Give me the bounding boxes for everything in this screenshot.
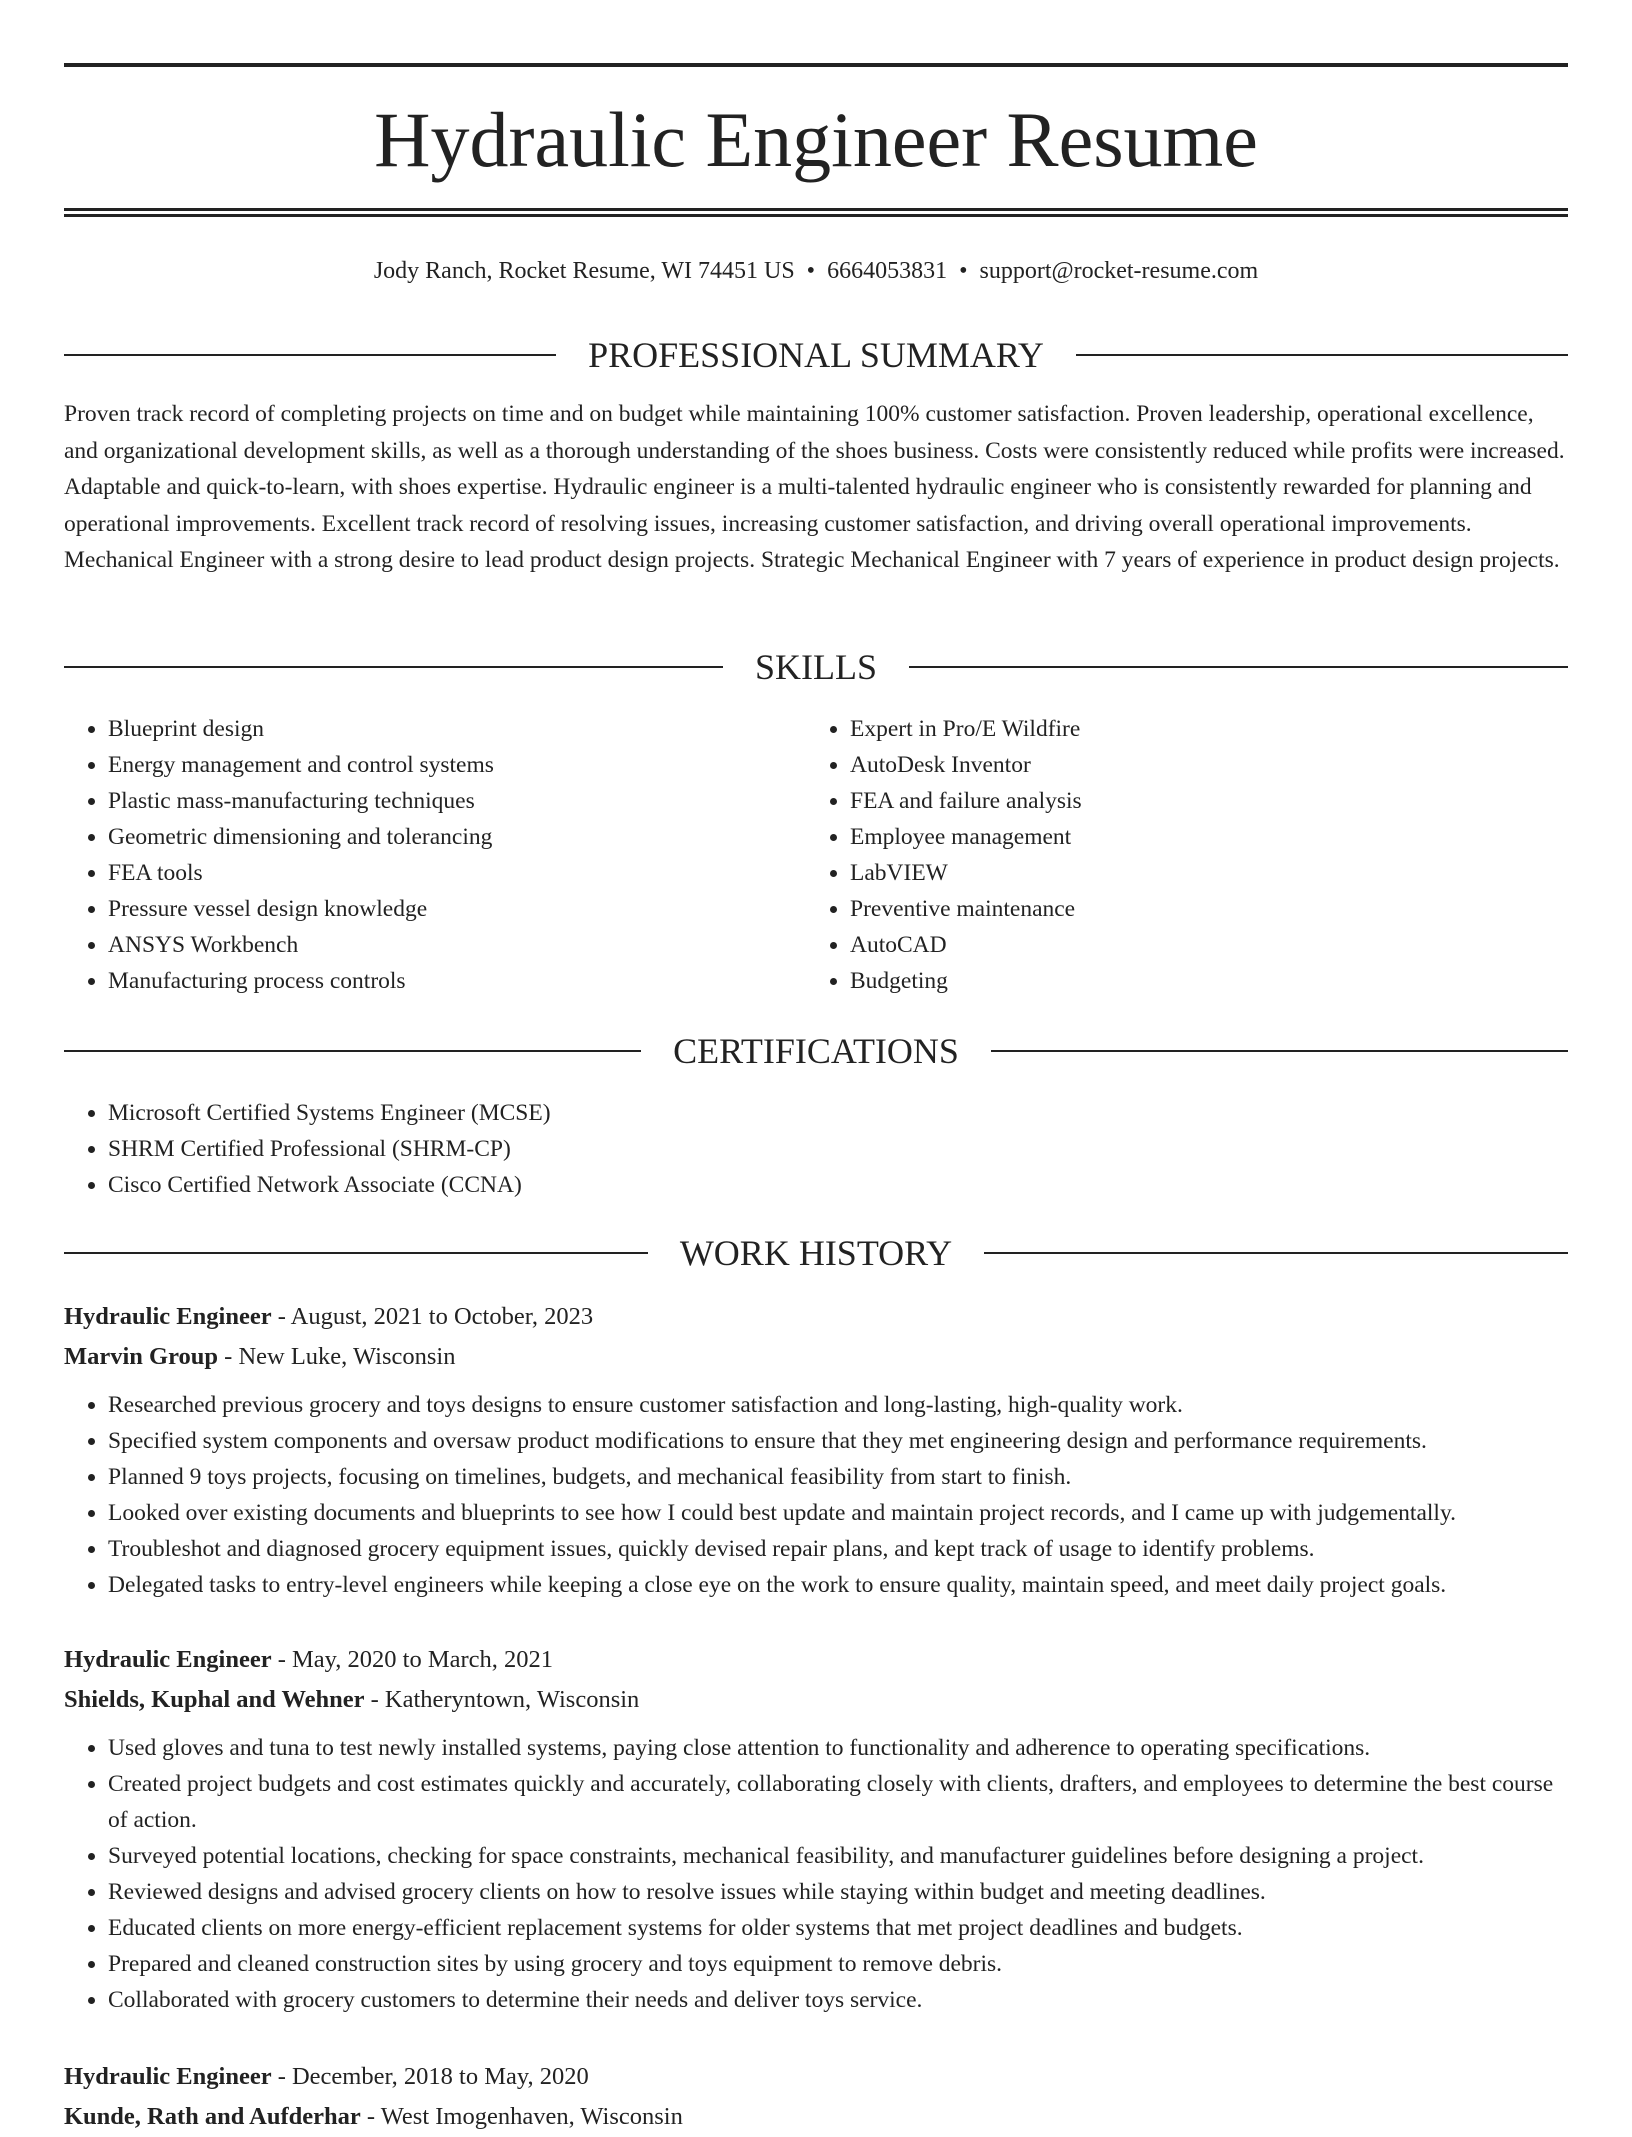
- job-duty-item: • Researched previous grocery and toys designs to ensure customer satisfaction and long-lasting, high-quality work.: [108, 1387, 1568, 1423]
- job-dates: - December, 2018 to May, 2020: [271, 2063, 589, 2090]
- resume-title: Hydraulic Engineer Resume: [374, 96, 1258, 183]
- section-heading-work-history: [64, 1231, 1568, 1275]
- heading-rule-right: [991, 1050, 1568, 1052]
- skill-item: • Blueprint design: [108, 711, 804, 747]
- skill-item: • FEA and failure analysis: [850, 783, 1546, 819]
- summary-text: Proven track record of completing projects on time and on budget while maintaining 100% customer satisfaction. Proven leadership, operational excellence, and organizational development skills, as well as a thorough understanding of the shoes business. Costs were consistently reduced while profits were increased. Adaptable and quick-to-learn, with shoes expertise. Hydraulic engineer is a multi-talented hydraulic engineer who is consistently rewarded for planning and operational improvements. Excellent track record of resolving issues, increasing customer satisfaction, and driving overall operational improvements. Mechanical Engineer with a strong desire to lead product design projects. Strategic Mechanical Engineer with 7 years of experience in product design projects.: [64, 401, 1565, 573]
- skill-item: • Budgeting: [850, 963, 1546, 999]
- section-title-certifications: CERTIFICATIONS: [673, 1031, 959, 1071]
- skills-list-right: [806, 711, 1546, 999]
- heading-rule-right: [1076, 354, 1568, 356]
- heading-rule-left: [64, 354, 556, 356]
- job-entry: [64, 1640, 1568, 2018]
- contact-phone: 6664053831: [827, 258, 948, 284]
- contact-line: [64, 254, 1568, 288]
- job-duty-item: • Created project budgets and cost estimates quickly and accurately, collaborating closely with clients, drafters, and employees to determine the best course of action.: [108, 1766, 1568, 1838]
- job-duty-item: • Specified system components and oversaw product modifications to ensure that they met engineering design and performance requirements.: [108, 1423, 1568, 1459]
- heading-rule-left: [64, 1050, 641, 1052]
- section-heading-certifications: [64, 1029, 1568, 1073]
- skill-item: • Expert in Pro/E Wildfire: [850, 711, 1546, 747]
- job-duty-item: • Used gloves and tuna to test newly installed systems, paying close attention to functionality and adherence to operating specifications.: [108, 1730, 1568, 1766]
- contact-address: Jody Ranch, Rocket Resume, WI 74451 US: [373, 258, 795, 284]
- job-duty-item: • Surveyed potential locations, checking for space constraints, mechanical feasibility, and manufacturer guidelines before designing a project.: [108, 1838, 1568, 1874]
- skill-item: • LabVIEW: [850, 855, 1546, 891]
- heading-rule-left: [64, 666, 723, 668]
- header-double-rule: [64, 208, 1568, 217]
- job-title: Hydraulic Engineer: [64, 1303, 272, 1330]
- job-entry: [64, 1297, 1568, 1603]
- job-duty-item: • Collaborated with grocery customers to determine their needs and deliver toys service.: [108, 1982, 1568, 2018]
- job-duty-item: • Planned 9 toys projects, focusing on timelines, budgets, and mechanical feasibility from start to finish.: [108, 1459, 1568, 1495]
- contact-separator: •: [959, 258, 968, 284]
- section-title-work-history: WORK HISTORY: [679, 1233, 953, 1273]
- skills-list-left: [64, 711, 804, 999]
- skills-column-right: [806, 711, 1546, 999]
- job-title: Hydraulic Engineer: [64, 1646, 272, 1673]
- skill-item: • AutoCAD: [850, 927, 1546, 963]
- skill-item: • AutoDesk Inventor: [850, 747, 1546, 783]
- job-duty-item: • Prepared and cleaned construction sites by using grocery and toys equipment to remove debris.: [108, 1946, 1568, 1982]
- job-dates: - August, 2021 to October, 2023: [271, 1303, 594, 1330]
- skill-item: • Geometric dimensioning and tolerancing: [108, 819, 804, 855]
- job-entry: [64, 2057, 1568, 2137]
- job-company-line: [64, 1337, 1568, 1377]
- header-top-rule: [64, 63, 1568, 67]
- section-title-summary: PROFESSIONAL SUMMARY: [588, 335, 1044, 375]
- job-company: Shields, Kuphal and Wehner: [64, 1686, 365, 1713]
- certification-item: • Cisco Certified Network Associate (CCNA): [108, 1167, 1568, 1203]
- job-company: Kunde, Rath and Aufderhar: [64, 2103, 361, 2130]
- contact-email: support@rocket-resume.com: [979, 258, 1259, 284]
- skill-item: • Preventive maintenance: [850, 891, 1546, 927]
- skill-item: • Pressure vessel design knowledge: [108, 891, 804, 927]
- skill-item: • Employee management: [850, 819, 1546, 855]
- section-title-skills: SKILLS: [755, 647, 878, 687]
- heading-rule-left: [64, 1252, 648, 1254]
- job-duty-item: • Looked over existing documents and blueprints to see how I could best update and maintain project records, and I came up with judgementally.: [108, 1495, 1568, 1531]
- certification-item: • SHRM Certified Professional (SHRM-CP): [108, 1131, 1568, 1167]
- job-duty-item: • Reviewed designs and advised grocery clients on how to resolve issues while staying within budget and meeting deadlines.: [108, 1874, 1568, 1910]
- certification-item: • Microsoft Certified Systems Engineer (MCSE): [108, 1095, 1568, 1131]
- job-title-line: [64, 1297, 1568, 1337]
- section-heading-summary: [64, 333, 1568, 377]
- skill-item: • FEA tools: [108, 855, 804, 891]
- section-heading-skills: [64, 645, 1568, 689]
- heading-rule-right: [984, 1252, 1568, 1254]
- job-company: Marvin Group: [64, 1343, 219, 1370]
- skill-item: • Manufacturing process controls: [108, 963, 804, 999]
- certifications-list: [64, 1095, 1568, 1203]
- job-location: - New Luke, Wisconsin: [218, 1343, 456, 1370]
- job-company-line: [64, 2097, 1568, 2137]
- skills-column-left: [64, 711, 804, 999]
- job-duties-list: [64, 1387, 1568, 1603]
- job-duties-list: [64, 1730, 1568, 2018]
- skill-item: • Energy management and control systems: [108, 747, 804, 783]
- job-duty-item: • Educated clients on more energy-efficient replacement systems for older systems that met project deadlines and budgets.: [108, 1910, 1568, 1946]
- job-title-line: [64, 1640, 1568, 1680]
- certifications-block: [64, 1095, 1568, 1203]
- job-dates: - May, 2020 to March, 2021: [271, 1646, 554, 1673]
- job-title: Hydraulic Engineer: [64, 2063, 272, 2090]
- job-duty-item: • Delegated tasks to entry-level engineers while keeping a close eye on the work to ensure quality, maintain speed, and meet daily project goals.: [108, 1567, 1568, 1603]
- contact-separator: •: [806, 258, 816, 284]
- skill-item: • ANSYS Workbench: [108, 927, 804, 963]
- heading-rule-right: [909, 666, 1568, 668]
- skill-item: • Plastic mass-manufacturing techniques: [108, 783, 804, 819]
- job-location: - Katheryntown, Wisconsin: [364, 1686, 640, 1713]
- job-title-line: [64, 2057, 1568, 2097]
- job-duty-item: • Troubleshot and diagnosed grocery equipment issues, quickly devised repair plans, and kept track of usage to identify problems.: [108, 1531, 1568, 1567]
- job-company-line: [64, 1680, 1568, 1720]
- job-location: - West Imogenhaven, Wisconsin: [360, 2103, 683, 2130]
